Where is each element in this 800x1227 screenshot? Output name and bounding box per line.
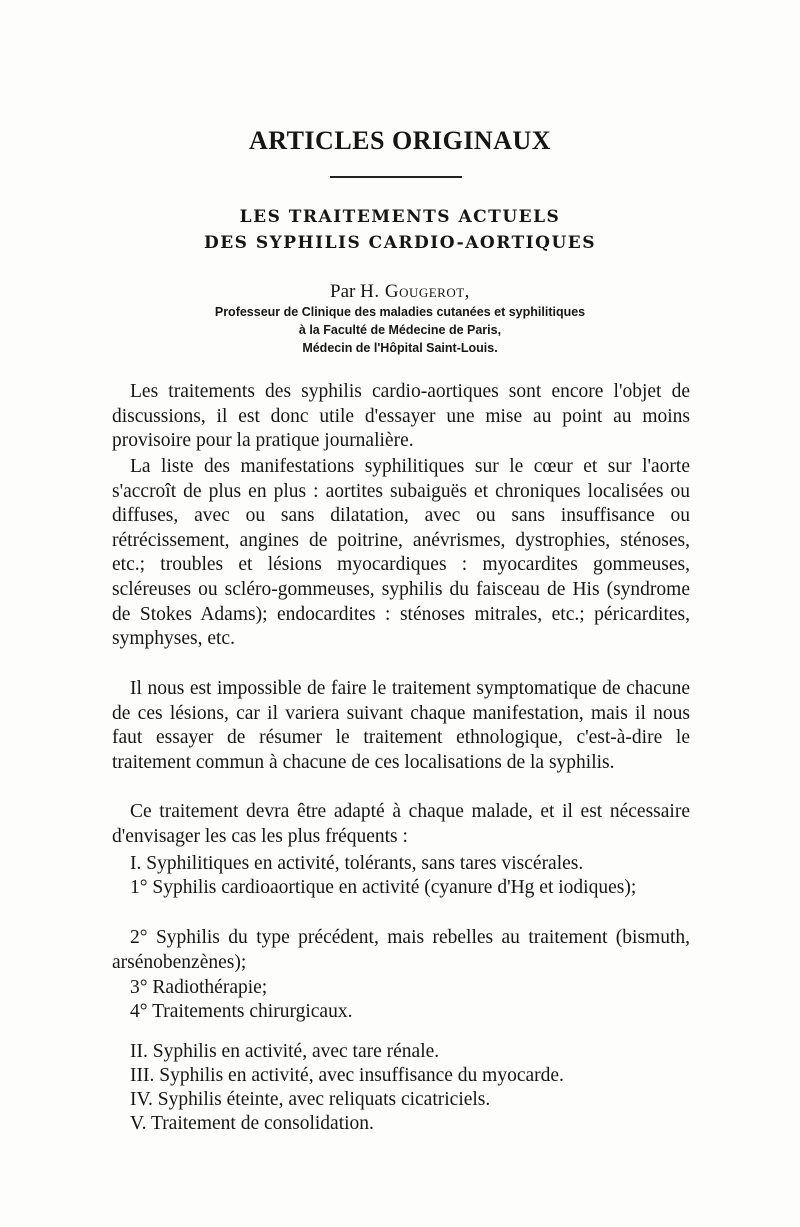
case-subitem: 1° Syphilis cardioaortique en activité (cyanure d'Hg et iodiques);: [130, 877, 637, 898]
case-item: V. Traitement de consolidation.: [130, 1113, 374, 1134]
body-paragraph-1: Les traitements des syphilis cardio-aortiques sont encore l'objet de discussions, il est donc utile d'essayer une mise au point au moins provisoire pour la pratique journalière.: [112, 381, 690, 452]
byline-prefix: Par: [330, 281, 356, 302]
affiliation-line-2: à la Faculté de Médecine de Paris,: [298, 323, 502, 337]
case-item: IV. Syphilis éteinte, avec reliquats cicatriciels.: [130, 1089, 491, 1110]
section-heading: ARTICLES ORIGINAUX: [248, 126, 552, 155]
article-title-line-1: LES TRAITEMENTS ACTUELS: [239, 207, 561, 227]
article-title-line-2: DES SYPHILIS CARDIO-AORTIQUES: [203, 233, 597, 253]
case-subitem: 3° Radiothérapie;: [130, 977, 268, 998]
affiliation-line-3: Médecin de l'Hôpital Saint-Louis.: [302, 341, 498, 355]
body-paragraph-4: Ce traitement devra être adapté à chaque malade, et il est nécessaire d'envisager les cas les plus fréquents :: [112, 801, 690, 847]
heading-divider: [330, 176, 462, 178]
case-item: I. Syphilitiques en activité, tolérants, sans tares viscérales.: [130, 853, 584, 874]
case-subitem: 4° Traitements chirurgicaux.: [130, 1001, 353, 1022]
affiliation-line-1: Professeur de Clinique des maladies cutanées et syphilitiques: [214, 305, 586, 319]
author-name: H. Gougerot,: [360, 281, 470, 302]
body-paragraph-3: Il nous est impossible de faire le traitement symptomatique de chacune de ces lésions, car il variera suivant chaque manifestation, mais il nous faut essayer de résumer le traitement ethnologique, c'est-à-dire le traitement commun à chacune de ces localisations de la syphilis.: [112, 678, 690, 773]
body-paragraph-2: La liste des manifestations syphilitiques sur le cœur et sur l'aorte s'accroît de plus en plus : aortites subaiguës et chroniques localisées ou diffuses, avec ou sans dilatation, avec ou sans insuffisance ou rétrécissement, angines de poitrine, anévrismes, dystrophies, sténoses, etc.; troubles et lésions myocardiques : myocardites gommeuses, scléreuses ou scléro-gommeuses, syphilis du faisceau de His (syndrome de Stokes Adams); endocardites : sténoses mitrales, etc.; péricardites, symphyses, etc.: [112, 456, 690, 650]
byline: [0, 281, 800, 303]
case-item: III. Syphilis en activité, avec insuffisance du myocarde.: [130, 1065, 564, 1086]
case-subitem: 2° Syphilis du type précédent, mais rebelles au traitement (bismuth, arsénobenzènes);: [112, 927, 690, 973]
case-item: II. Syphilis en activité, avec tare rénale.: [130, 1041, 440, 1062]
